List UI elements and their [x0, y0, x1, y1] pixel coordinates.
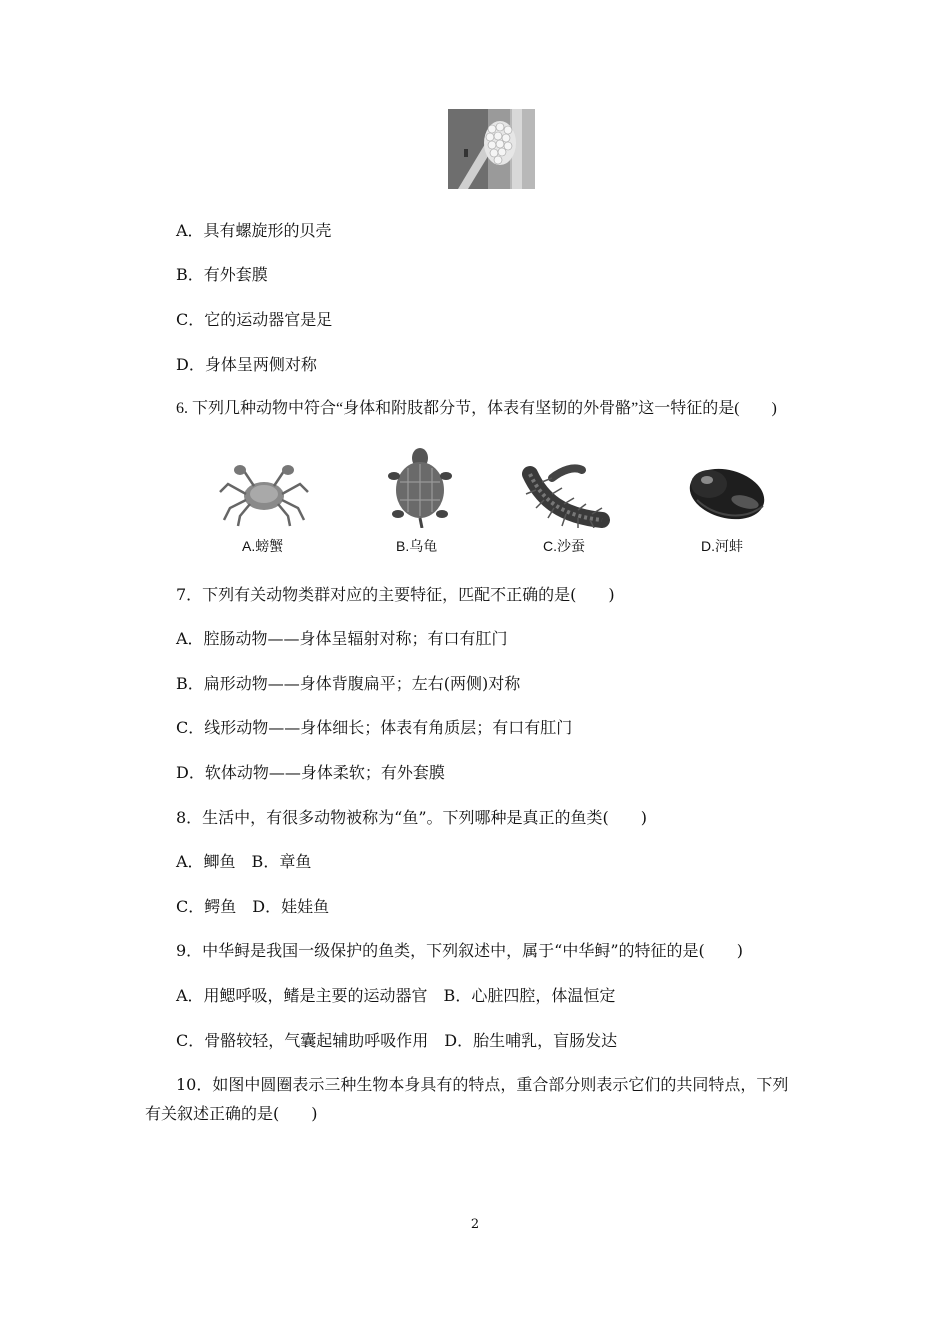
q7-option-b: B．扁形动物——身体背腹扁平；左右(两侧)对称	[176, 674, 521, 693]
q5-option-a: A．具有螺旋形的贝壳	[176, 221, 332, 240]
q8-options-ab: A．鲫鱼 B．章鱼	[176, 852, 312, 871]
q6-caption-c: C.沙蚕	[543, 538, 585, 554]
page-number: 2	[470, 1217, 480, 1232]
q6-stem: 6. 下列几种动物中符合“身体和附肢都分节，体表有坚韧的外骨骼”这一特征的是( )	[176, 400, 777, 417]
q7-option-c: C．线形动物——身体细长；体表有角质层；有口有肛门	[176, 718, 573, 737]
q6-caption-a: A.螃蟹	[242, 538, 284, 554]
q8-stem: 8．生活中，有很多动物被称为“鱼”。下列哪种是真正的鱼类( )	[176, 808, 648, 827]
q9-stem: 9．中华鲟是我国一级保护的鱼类，下列叙述中，属于“中华鲟”的特征的是( )	[176, 941, 744, 960]
q5-option-c: C．它的运动器官是足	[176, 310, 333, 329]
crab-image	[216, 462, 312, 528]
q8-options-cd: C．鳄鱼 D．娃娃鱼	[176, 897, 330, 916]
q5-option-b: B．有外套膜	[176, 265, 268, 284]
q7-option-d: D．软体动物——身体柔软；有外套膜	[176, 763, 445, 782]
q10-stem-line1: 10．如图中圆圈表示三种生物本身具有的特点，重合部分则表示它们的共同特点，下列	[176, 1075, 789, 1094]
snail-eggs-photo	[448, 109, 535, 189]
turtle-image	[386, 446, 454, 528]
clam-image	[683, 460, 769, 526]
sandworm-image	[522, 460, 610, 528]
q9-options-ab: A．用鳃呼吸，鳍是主要的运动器官 B．心脏四腔，体温恒定	[176, 986, 616, 1005]
q10-stem-line2: 有关叙述正确的是( )	[145, 1104, 318, 1123]
q7-stem: 7．下列有关动物类群对应的主要特征，匹配不正确的是( )	[176, 585, 615, 604]
q6-caption-b: B.乌龟	[396, 538, 438, 554]
q9-options-cd: C．骨骼较轻，气囊起辅助呼吸作用 D．胎生哺乳，盲肠发达	[176, 1031, 618, 1050]
q5-option-d: D．身体呈两侧对称	[176, 355, 317, 374]
q7-option-a: A．腔肠动物——身体呈辐射对称；有口有肛门	[176, 629, 508, 648]
q6-caption-d: D.河蚌	[701, 538, 743, 554]
